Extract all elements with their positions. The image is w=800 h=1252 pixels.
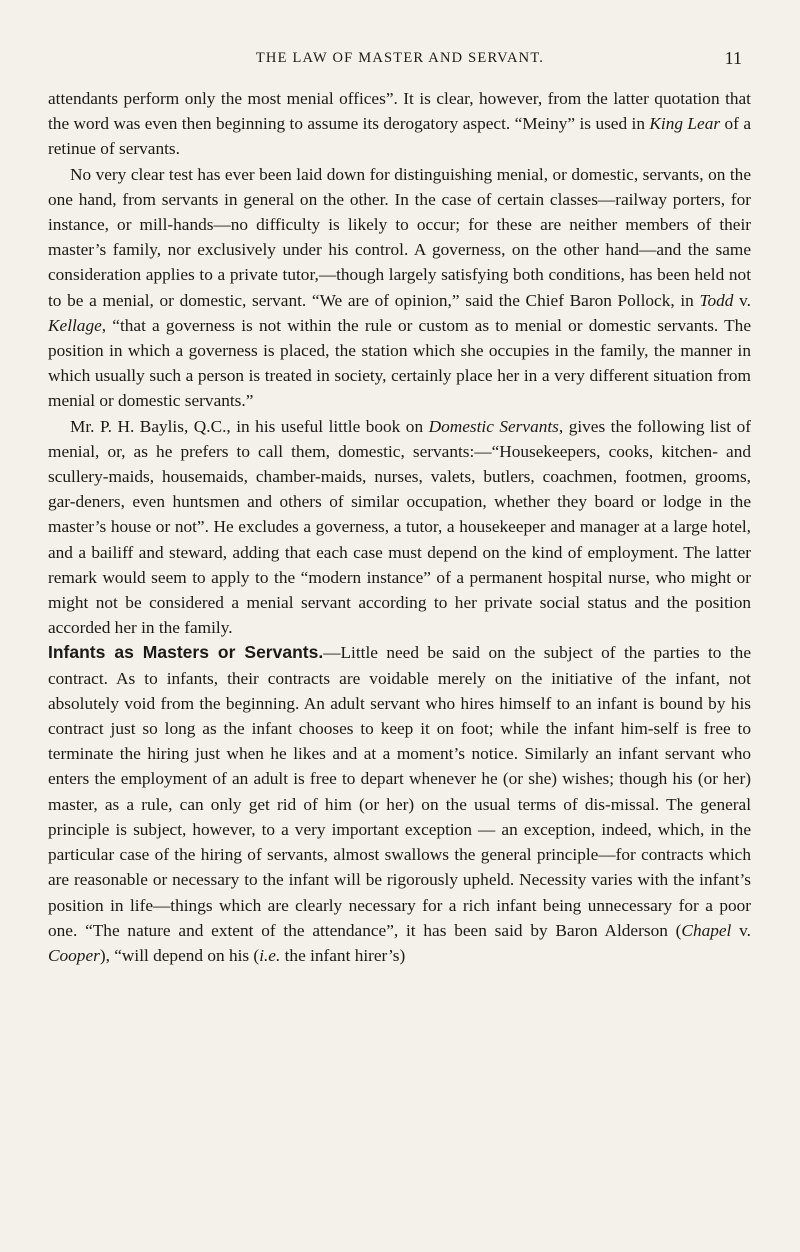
page-header [48,48,752,72]
book-title: Domestic Servants [428,416,559,436]
paragraph-3: Mr. P. H. Baylis, Q.C., in his useful little book on Domestic Servants, gives the following list of menial, or, as he prefers to call them, domestic, servants:—“Housekeepers, cooks, kitchen- and scullery-maids, housemaids, chamber-maids, nurses, valets, butlers, coachmen, footmen, grooms, gar-deners, even huntsmen and others of similar occupation, whether they board or lodge in the master’s house or not”. He excludes a governess, a tutor, a housekeeper and manager at a large hotel, and a bailiff and steward, adding that each case must depend on the kind of employment. The latter remark would seem to apply to the “modern instance” of a permanent hospital nurse, who might or might not be considered a menial servant according to her private social status and the position accorded her in the family. [48,416,751,638]
page-number: 11 [724,48,742,68]
case-name: Chapel [681,920,732,940]
paragraph-1: attendants perform only the most menial offices”. It is clear, however, from the latter quotation that the word was even then beginning to assume its derogatory aspect. “Meiny” is used in King Lear of a retinue of servants. [48,89,751,159]
case-name: Cooper [48,945,100,965]
paragraph-4: Infants as Masters or Servants.—Little need be said on the subject of the parties to the contract. As to infants, their contracts are voidable merely on the initiative of the infant, not absolutely void from the beginning. An adult servant who hires himself to an infant is bound by his contract just so long as the infant chooses to keep it on foot; while the infant him-self is free to terminate the hiring just when he likes and at a moment’s notice. Similarly an infant servant who enters the employment of an adult is free to depart whenever he (or she) wishes; though his (or her) master, as a rule, can only get rid of him (or her) on the usual terms of dis-missal. The general principle is subject, however, to a very important exception — an exception, indeed, which, in the particular case of the hiring of servants, almost swallows the general principle—for contracts which are reasonable or necessary to the infant will be rigorously upheld. Necessity varies with the infant’s position in life—things which are clearly necessary for a rich infant being unnecessary for a poor one. “The nature and extent of the attendance”, it has been said by Baron Alderson (Chapel v. Cooper), “will depend on his (i.e. the infant hirer’s) [48,642,751,965]
italic-title: King Lear [649,114,721,134]
body-text [48,86,751,968]
running-head: THE LAW OF MASTER AND SERVANT. [255,50,545,66]
section-heading: Infants as Masters or Servants. [48,642,324,663]
abbreviation: i.e. [259,945,281,965]
case-name: Kellage [48,315,102,335]
case-name: Todd [699,290,734,310]
paragraph-2: No very clear test has ever been laid down for distinguishing menial, or domestic, servants, on the one hand, from servants in general on the other. In the case of certain classes—railway porters, for instance, or mill-hands—no difficulty is likely to occur; for these are neither members of their master’s family, nor exclusively under his control. A governess, on the other hand—and the same consideration applies to a private tutor,—though largely satisfying both conditions, has been held not to be a menial, or domestic, servant. “We are of opinion,” said the Chief Baron Pollock, in Todd v. Kellage, “that a governess is not within the rule or custom as to menial or domestic servants. The position in which a governess is placed, the station which she occupies in the family, the manner in which usually such a person is treated in society, certainly place her in a very different situation from menial or domestic servants.” [48,164,751,411]
